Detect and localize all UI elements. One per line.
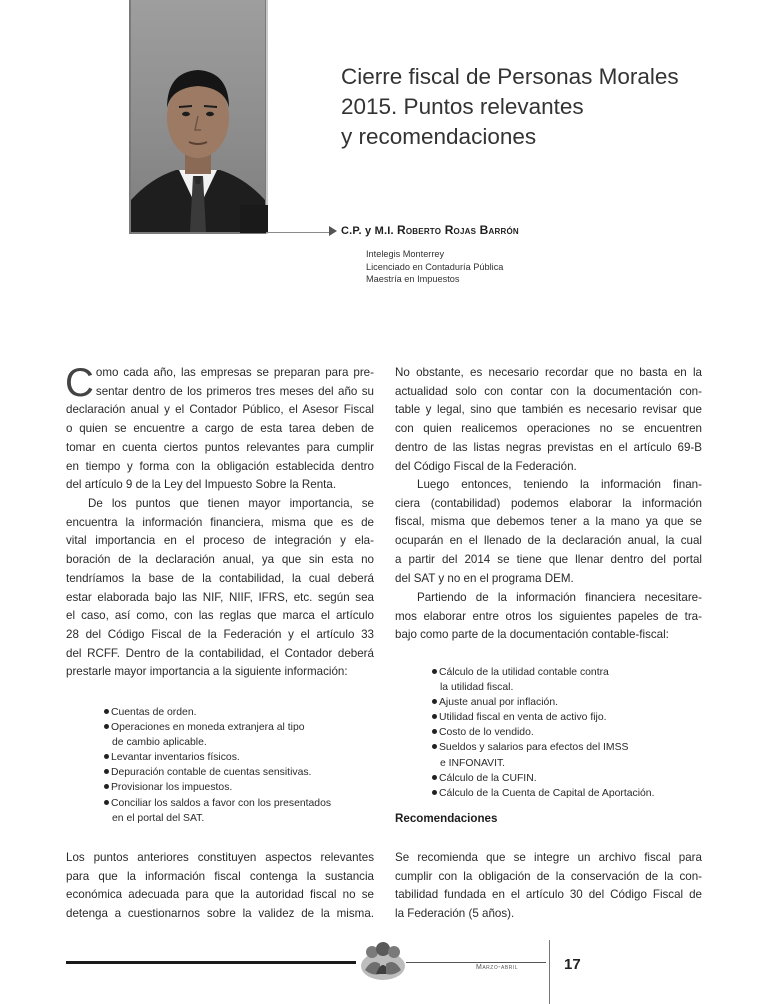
text-line: dentro de las listas negras previstas en el artículo 69-B [395,440,702,454]
author-arrow-icon [329,226,337,236]
list-item [432,710,654,725]
list-item-text: Cálculo de la Cuenta de Capital de Aportación. [439,787,655,799]
bullet-icon [104,754,109,759]
list-item [104,750,331,765]
bullet-icon [432,729,437,734]
footer-vertical-rule [549,940,550,1004]
text-line: declaración anual y el Contador Público, el Asesor Fiscal [66,403,374,417]
bullet-icon [104,769,109,774]
drop-cap: C [65,361,94,405]
list-item-text: Cálculo de la CUFIN. [439,772,537,784]
text-line: bajo como parte de la documentación contable-fiscal: [395,628,669,642]
right-paragraph-4 [395,849,702,924]
left-paragraph-3 [66,849,374,924]
text-line: actualidad solo con contar con la documentación con- [395,384,702,398]
text-line: encuentra la información financiera, misma que es de [66,515,374,529]
text-line: mos elaborar entre otros los siguientes papeles de tra- [395,609,702,623]
list-item [104,796,331,811]
list-item-continuation: e INFONAVIT. [440,757,506,769]
list-item-continuation: de cambio aplicable. [112,737,207,749]
author-rule [266,232,330,233]
list-item-text: Cálculo de la utilidad contable contra [439,667,609,678]
text-line: Los puntos anteriores constituyen aspectos relevantes [66,851,374,864]
text-line: ciera (contabilidad) podemos elaborar la información [395,496,702,510]
list-item-text: Levantar inventarios físicos. [111,752,240,764]
left-paragraph-1 [65,361,374,495]
left-paragraph-2 [66,495,374,682]
text-line: la Federación (5 años). [395,907,515,921]
bullet-icon [432,669,437,674]
article-title [341,62,741,152]
text-line: cumplir con la obligación de la conservación de la con- [395,869,702,883]
bullet-icon [104,800,109,805]
title-line-3: y recomendaciones [341,124,537,149]
list-item [104,765,331,780]
text-line: del artículo 9 de la Ley del Impuesto Sobre la Renta. [66,478,337,492]
author-photo [131,0,265,232]
issue-month: Marzo-abril [476,964,519,971]
list-item-text: Ajuste anual por inflación. [439,697,558,709]
text-line: tomar en cuenta ciertos puntos relevantes para cumplir [66,440,374,454]
text-line: De los puntos que tienen mayor importancia, se [88,497,374,510]
list-item-text: Costo de lo vendido. [439,727,534,739]
text-line: detenga a cuestionarnos sobre la validez de la misma. [66,907,374,921]
title-line-2: 2015. Puntos relevantes [341,94,584,119]
author-byline [341,223,519,237]
right-bullet-list [432,665,654,801]
right-paragraph-2 [395,476,702,588]
publisher-logo-icon [360,940,406,982]
text-line: Se recomienda que se integre un archivo fiscal para [395,851,702,864]
text-line: en tiempo y forma con la obligación establecida dentro [66,459,374,473]
list-item-text: Utilidad fiscal en venta de activo fijo. [439,712,607,724]
author-affiliation [366,248,503,286]
bullet-icon [104,724,109,729]
text-line: boración de la declaración anual, ya que sin esta no [66,553,374,567]
bullet-icon [432,699,437,704]
list-item [432,771,654,786]
text-line: a partir del 2014 se tiene que llenar dentro del portal [395,552,702,566]
list-item [432,740,654,755]
text-line: Partiendo de la información financiera necesitare- [417,591,702,604]
footer-thin-rule [406,962,546,963]
text-line: el caso, así como, con las reglas que marca el artículo [66,609,374,623]
page-number: 17 [564,956,581,973]
text-line: prestarle mayor importancia a la siguiente información: [66,665,348,679]
text-line: del RCFF. Dentro de la contabilidad, el Contador deberá [66,646,374,660]
text-line: vital importancia en el proceso de integración y ela- [66,534,374,548]
header-vertical-rule [266,0,268,234]
bullet-icon [104,784,109,789]
bullet-icon [104,709,109,714]
list-item-text: Cuentas de orden. [111,707,197,718]
list-item-continuation: en el portal del SAT. [112,812,205,824]
list-item-text: Conciliar los saldos a favor con los presentados [111,797,332,809]
footer-rule [66,961,356,964]
author-prefix: C.P. y M.I. [341,225,394,237]
list-item [104,720,331,735]
list-item-continuation: la utilidad fiscal. [440,682,514,694]
text-line: del Código Fiscal de la Federación. [395,459,577,473]
text-line: table y legal, sino que también es necesario revisar que [395,403,702,417]
text-line: omo cada año, las empresas se preparan para pre- [95,366,374,379]
list-item [432,786,654,801]
title-line-1: Cierre fiscal de Personas Morales [341,64,679,89]
text-line: fiscal, misma que debemos tener a la mano ya que se [395,515,702,529]
text-line: estar elaborada bajo las NIF, NIIF, IFRS, etc. según sea [66,590,374,604]
header-dark-block [240,205,268,233]
bullet-icon [432,744,437,749]
list-item [104,705,331,720]
affiliation-line: Intelegis Monterrey [366,249,445,259]
author-name: Roberto Rojas Barrón [397,223,519,237]
text-line: para que la información fiscal contenga la sustancia [66,869,374,883]
text-line: o quien se encuentre a cargo de esta tarea deben de [66,422,374,436]
list-item-text: Depuración contable de cuentas sensitivas. [111,767,312,779]
text-line: del SAT y no en el programa DEM. [395,571,574,585]
list-item [104,780,331,795]
bullet-icon [432,775,437,780]
text-line: Luego entonces, teniendo la información finan- [417,478,702,491]
list-item-text: Sueldos y salarios para efectos del IMSS [439,742,629,754]
left-bullet-list [104,705,331,826]
list-item [432,695,654,710]
bullet-icon [432,790,437,795]
text-line: tendríamos la base de la contabilidad, la cual deberá [66,571,374,585]
right-paragraph-1 [395,364,702,476]
section-heading: Recomendaciones [395,812,498,825]
text-line: No obstante, es necesario recordar que no basta en la [395,366,702,379]
text-line: 28 del Código Fiscal de la Federación y el artículo 33 [66,627,374,641]
list-item [432,665,654,680]
text-line: con quien realicemos operaciones no se encuentren [395,422,702,436]
list-item-text: Operaciones en moneda extranjera al tipo [111,722,305,734]
right-paragraph-3 [395,589,702,645]
text-line: tabilidad fundada en el artículo 30 del Código Fiscal de [395,888,702,902]
affiliation-line: Maestría en Impuestos [366,274,460,284]
affiliation-line: Licenciado en Contaduría Pública [366,261,504,272]
text-line: sentar dentro de los primeros tres meses del año su [95,384,374,398]
list-item-text: Provisionar los impuestos. [111,782,233,794]
text-line: económica adecuada para que la autoridad fiscal no se [66,888,374,902]
list-item [432,725,654,740]
text-line: ocuparán en el llenado de la declaración anual, la cual [395,534,702,548]
bullet-icon [432,714,437,719]
